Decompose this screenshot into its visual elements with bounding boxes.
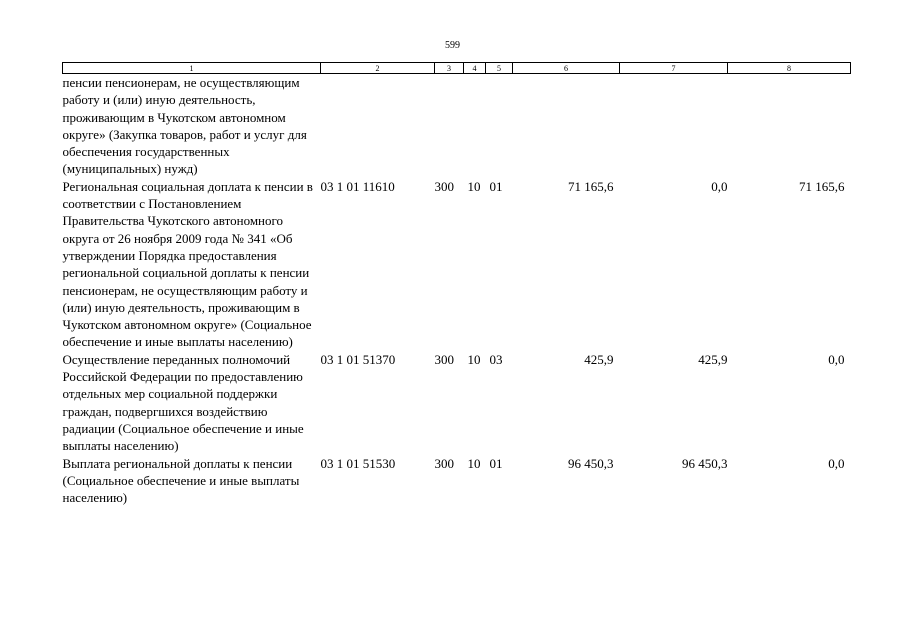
row-expense-type: 300 bbox=[434, 455, 454, 471]
table-body bbox=[63, 74, 851, 507]
row-description: Выплата региональной доплаты к пенсии (Социальное обеспечение и иные выплаты населению) bbox=[62, 455, 300, 506]
row-description: пенсии пенсионерам, не осуществляющим работу и (или) иную деятельность, проживающим в Чукотском автономном округе» (Закупка товаров, работ и услуг для обеспечения государственных (муниципальных) нужд) bbox=[62, 75, 307, 177]
row-amount-regional: 0,0 bbox=[828, 455, 845, 471]
row-subsection bbox=[486, 74, 513, 178]
table-row bbox=[63, 178, 851, 351]
table-row bbox=[63, 74, 851, 178]
column-header-4: 4 bbox=[464, 63, 486, 74]
column-header-3: 3 bbox=[435, 63, 464, 74]
row-amount-regional bbox=[728, 74, 851, 178]
column-header-2: 2 bbox=[321, 63, 435, 74]
row-target-code: 03 1 01 11610 bbox=[320, 178, 395, 194]
column-header-7: 7 bbox=[620, 63, 728, 74]
row-amount-regional: 71 165,6 bbox=[799, 178, 845, 194]
row-target-code: 03 1 01 51530 bbox=[320, 455, 396, 471]
row-target-code bbox=[321, 74, 435, 178]
column-header-6: 6 bbox=[513, 63, 620, 74]
row-section: 10 bbox=[467, 455, 481, 471]
row-amount-total: 425,9 bbox=[584, 351, 614, 367]
row-section: 10 bbox=[467, 351, 481, 367]
column-header-1: 1 bbox=[63, 63, 321, 74]
row-expense-type: 300 bbox=[434, 178, 454, 194]
row-description: Региональная социальная доплата к пенсии в соответствии с Постановлением Правительства Чукотского автономного округа от 26 ноября 2009 года № 341 «Об утверждении Порядка предоставления региональной социальной доплаты к пенсии пенсионерам, не осуществляющим работу и (или) иную деятельность, проживающим в Чукотском автономном округе» (Социальное обеспечение и иные выплаты населению) bbox=[62, 178, 313, 350]
row-amount-total: 71 165,6 bbox=[568, 178, 614, 194]
column-header-5: 5 bbox=[486, 63, 513, 74]
table-row bbox=[63, 455, 851, 507]
row-subsection: 01 bbox=[489, 455, 503, 471]
row-section: 10 bbox=[467, 178, 481, 194]
table-row bbox=[63, 351, 851, 455]
row-amount-federal bbox=[620, 74, 728, 178]
row-amount-total bbox=[513, 74, 620, 178]
row-subsection: 03 bbox=[489, 351, 503, 367]
row-expense-type bbox=[435, 74, 464, 178]
row-target-code: 03 1 01 51370 bbox=[320, 351, 396, 367]
row-amount-total: 96 450,3 bbox=[568, 455, 614, 471]
column-header-8: 8 bbox=[728, 63, 851, 74]
row-expense-type: 300 bbox=[434, 351, 454, 367]
budget-table bbox=[62, 62, 851, 506]
row-description: Осуществление переданных полномочий Российской Федерации по предоставлению отдельных мер социальной поддержки граждан, подвергшихся воздействию радиации (Социальное обеспечение и иные выплаты населению) bbox=[62, 351, 304, 454]
page-number: 599 bbox=[445, 40, 460, 51]
row-amount-federal: 96 450,3 bbox=[682, 455, 728, 471]
row-section bbox=[464, 74, 486, 178]
row-amount-federal: 0,0 bbox=[711, 178, 728, 194]
row-amount-federal: 425,9 bbox=[698, 351, 728, 367]
row-amount-regional: 0,0 bbox=[828, 351, 845, 367]
table-header bbox=[63, 63, 851, 74]
row-subsection: 01 bbox=[489, 178, 503, 194]
